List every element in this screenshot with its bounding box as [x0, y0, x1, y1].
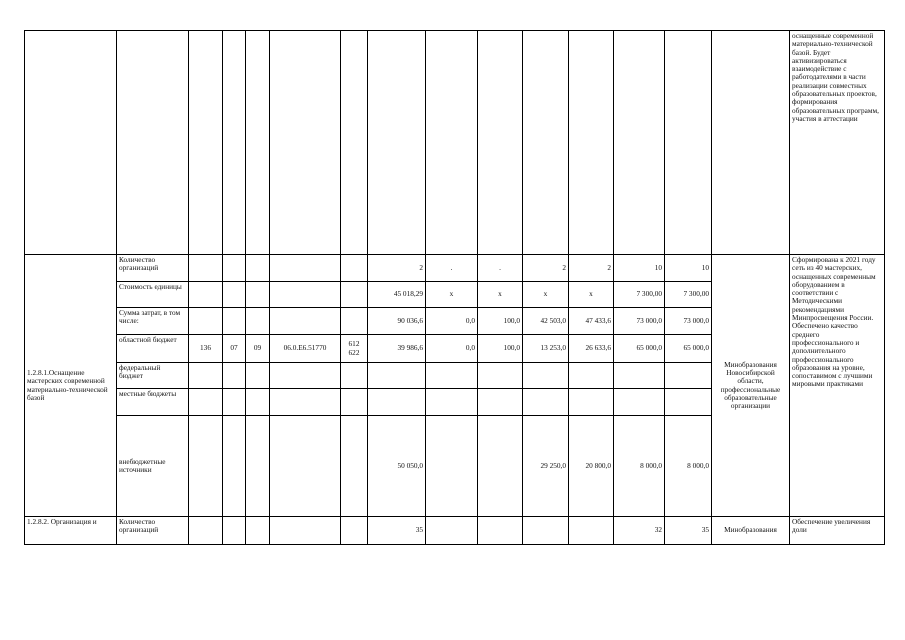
- cell-empty: [341, 363, 368, 389]
- cell-empty: [712, 31, 790, 255]
- cell-empty: [523, 389, 569, 416]
- total-value: 45 018,29: [368, 282, 426, 308]
- measure-name-next: 1.2.8.2. Организация и: [25, 517, 117, 545]
- cell-empty: [246, 389, 270, 416]
- cell-empty: [270, 517, 341, 545]
- year-value: 20 800,0: [569, 416, 614, 517]
- cell-empty: [341, 255, 368, 282]
- cell-empty: [478, 363, 523, 389]
- year-value: 42 503,0: [523, 308, 569, 335]
- cell-empty: [189, 308, 223, 335]
- cell-empty: [569, 517, 614, 545]
- year-value: 100,0: [478, 308, 523, 335]
- total-value: 50 050,0: [368, 416, 426, 517]
- note-cell: Сформирована к 2021 году сеть из 40 мастерских, оснащенных современным оборудованием в соответствии с Методическими рекомендациями Минпросвещения России. Обеспечено качество среднего профессионального и дополнительного профессионального образования на уровне, сопоставимом с лучшими мировыми практиками: [790, 255, 885, 517]
- cell-empty: [223, 255, 246, 282]
- cell-empty: [189, 416, 223, 517]
- year-value: 0,0: [426, 308, 478, 335]
- cell-empty: [246, 308, 270, 335]
- cell-empty: [426, 389, 478, 416]
- year-value: .: [478, 255, 523, 282]
- measure-name: 1.2.8.1.Оснащение мастерских современной материально-технической базой: [25, 255, 117, 517]
- cell-empty: [189, 389, 223, 416]
- cell-empty: [223, 282, 246, 308]
- cell-empty: [569, 389, 614, 416]
- year-value: 65 000,0: [614, 335, 665, 363]
- cell-empty: [189, 255, 223, 282]
- total-value: 2: [368, 255, 426, 282]
- year-value: 8 000,0: [614, 416, 665, 517]
- cell-empty: [665, 363, 712, 389]
- indicator-label: федеральный бюджет: [117, 363, 189, 389]
- cell-empty: [426, 416, 478, 517]
- cell-empty: [223, 389, 246, 416]
- year-value: 35: [665, 517, 712, 545]
- year-value: х: [569, 282, 614, 308]
- year-value: 7 300,00: [614, 282, 665, 308]
- cell-empty: [614, 31, 665, 255]
- year-value: х: [426, 282, 478, 308]
- year-value: х: [523, 282, 569, 308]
- cell-empty: [270, 363, 341, 389]
- cell-empty: [270, 282, 341, 308]
- cell-empty: [189, 517, 223, 545]
- table-row: [25, 255, 885, 282]
- year-value: 32: [614, 517, 665, 545]
- year-value: 10: [665, 255, 712, 282]
- cell-empty: [426, 31, 478, 255]
- total-value: 90 036,6: [368, 308, 426, 335]
- grbs-code: 136: [189, 335, 223, 363]
- cell-empty: [368, 363, 426, 389]
- cell-empty: [341, 389, 368, 416]
- cell-empty: [341, 416, 368, 517]
- target-item-code: 06.0.E6.51770: [270, 335, 341, 363]
- executor-cell: Минобразования Новосибирской области, профессиональные образовательные организации: [712, 255, 790, 517]
- cell-empty: [341, 308, 368, 335]
- indicator-label: областной бюджет: [117, 335, 189, 363]
- cell-empty: [478, 416, 523, 517]
- cell-empty: [341, 31, 368, 255]
- cell-empty: [270, 308, 341, 335]
- cell-empty: [223, 363, 246, 389]
- cell-empty: [270, 416, 341, 517]
- cell-empty: [478, 517, 523, 545]
- cell-empty: [246, 363, 270, 389]
- cell-empty: [614, 389, 665, 416]
- cell-empty: [189, 282, 223, 308]
- continuation-note: оснащенные современной материально-технической базой. Будет активизироваться взаимодействие с работодателями в части реализации совместных образовательных проектов, формирования образовательных программ, участия в аттестации: [790, 31, 885, 255]
- cell-empty: [223, 308, 246, 335]
- section-code: 07: [223, 335, 246, 363]
- year-value: 47 433,6: [569, 308, 614, 335]
- year-value: 10: [614, 255, 665, 282]
- cell-empty: [189, 363, 223, 389]
- indicator-label: местные бюджеты: [117, 389, 189, 416]
- budget-table: [24, 30, 885, 545]
- cell-empty: [25, 31, 117, 255]
- cell-empty: [246, 282, 270, 308]
- year-value: .: [426, 255, 478, 282]
- cell-empty: [270, 31, 341, 255]
- total-value: 35: [368, 517, 426, 545]
- note-cell: Обеспечение увеличения доли: [790, 517, 885, 545]
- total-value: 39 986,6: [368, 335, 426, 363]
- cell-empty: [246, 255, 270, 282]
- executor-cell: Минобразования: [712, 517, 790, 545]
- cell-empty: [270, 389, 341, 416]
- cell-empty: [223, 416, 246, 517]
- cell-empty: [478, 31, 523, 255]
- year-value: 73 000,0: [614, 308, 665, 335]
- year-value: 8 000,0: [665, 416, 712, 517]
- year-value: 13 253,0: [523, 335, 569, 363]
- year-value: 2: [523, 255, 569, 282]
- cell-empty: [614, 363, 665, 389]
- year-value: 0,0: [426, 335, 478, 363]
- cell-empty: [665, 389, 712, 416]
- cell-empty: [341, 517, 368, 545]
- cell-empty: [189, 31, 223, 255]
- cell-empty: [523, 363, 569, 389]
- year-value: 29 250,0: [523, 416, 569, 517]
- year-value: 100,0: [478, 335, 523, 363]
- cell-empty: [569, 363, 614, 389]
- cell-empty: [368, 389, 426, 416]
- cell-empty: [246, 31, 270, 255]
- cell-empty: [523, 31, 569, 255]
- cell-empty: [117, 31, 189, 255]
- expense-type-code: 612 622: [341, 335, 368, 363]
- cell-empty: [368, 31, 426, 255]
- cell-empty: [523, 517, 569, 545]
- year-value: х: [478, 282, 523, 308]
- indicator-label: внебюджетные источники: [117, 416, 189, 517]
- year-value: 73 000,0: [665, 308, 712, 335]
- cell-empty: [569, 31, 614, 255]
- document-page: [24, 30, 884, 551]
- cell-empty: [246, 517, 270, 545]
- cell-empty: [223, 31, 246, 255]
- indicator-label: Стоимость единицы: [117, 282, 189, 308]
- table-row-continuation: [25, 31, 885, 255]
- cell-empty: [223, 517, 246, 545]
- year-value: 65 000,0: [665, 335, 712, 363]
- year-value: 2: [569, 255, 614, 282]
- cell-empty: [478, 389, 523, 416]
- cell-empty: [341, 282, 368, 308]
- year-value: 7 300,00: [665, 282, 712, 308]
- cell-empty: [426, 363, 478, 389]
- subsection-code: 09: [246, 335, 270, 363]
- indicator-label: Сумма затрат, в том числе:: [117, 308, 189, 335]
- year-value: 26 633,6: [569, 335, 614, 363]
- indicator-label: Количество организаций: [117, 517, 189, 545]
- cell-empty: [665, 31, 712, 255]
- cell-empty: [270, 255, 341, 282]
- table-row-next: [25, 517, 885, 545]
- cell-empty: [246, 416, 270, 517]
- indicator-label: Количество организаций: [117, 255, 189, 282]
- cell-empty: [426, 517, 478, 545]
